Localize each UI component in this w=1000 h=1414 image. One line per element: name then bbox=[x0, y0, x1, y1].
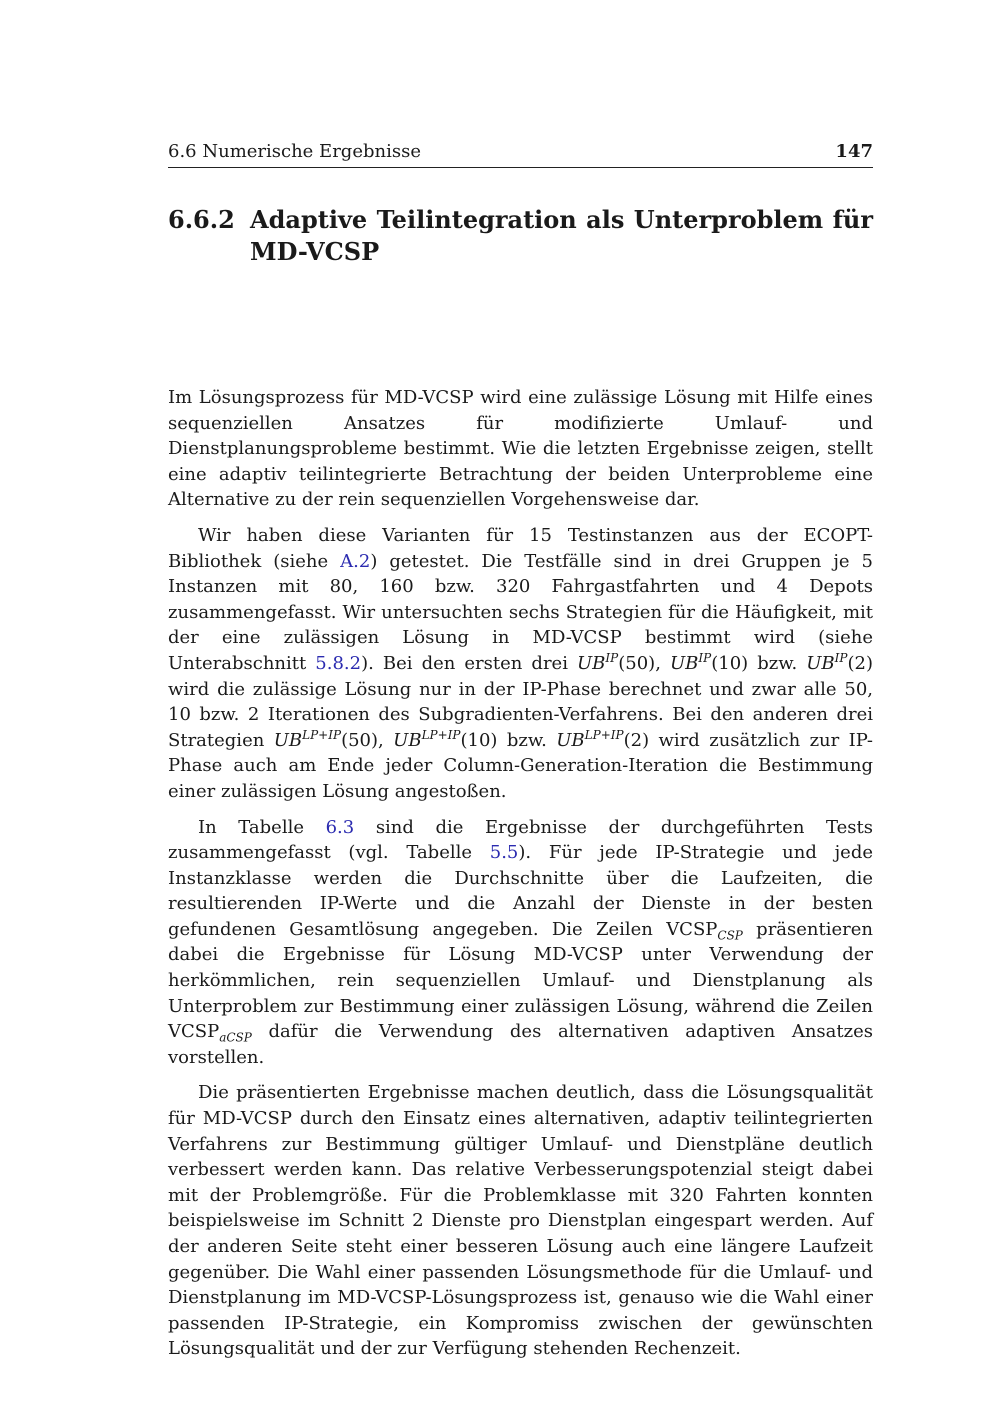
math-ub-lpip-2: $UB^{LP+IP}$ bbox=[556, 727, 624, 751]
math-ub-lpip-10: $UB^{LP+IP}$ bbox=[393, 727, 461, 751]
body-text bbox=[168, 385, 873, 1372]
paragraph-1: Im Lösungsprozess für MD-VCSP wird eine zulässige Lösung mit Hilfe eines sequenziellen Ansatzes für modifizierte Umlauf- und Dienstplanungsprobleme bestimmt. Wie die letzten Ergebnisse zeigen, stellt eine adaptiv teilintegrierte Betrachtung der beiden Unterprobleme eine Alternative zu der rein sequenziellen Vorgehensweise dar. bbox=[168, 387, 873, 511]
table-link-5-5[interactable]: 5.5 bbox=[489, 842, 519, 864]
paragraph-2: Wir haben diese Varianten für 15 Testinstanzen aus der ECOPT-Bibliothek (siehe A.2) getestet. Die Testfälle sind in drei Gruppen je 5 Instanzen mit 80, 160 bzw. 320 Fahrgastfahrten und 4 Depots zusammengefasst. Wir untersuchten sechs Strategien für die Häufigkeit, mit der eine zulässigen Lösung in MD-VCSP bestimmt wird (siehe Unterabschnitt 5.8.2). Bei den ersten drei $UB^{IP}(50)$, $UB^{IP}(10)$ bzw. $UB^{IP}(2)$ wird die zulässige Lösung nur in der IP-Phase berechnet und zwar alle 50, 10 bzw. 2 Iterationen des Subgradienten-Verfahrens. Bei den anderen drei Strategien $UB^{LP+IP}(50)$, $UB^{LP+IP}(10)$ bzw. $UB^{LP+IP}(2)$ wird zusätzlich zur IP-Phase auch am Ende jeder Column-Generation-Iteration die Bestimmung einer zulässigen Lösung angestoßen. bbox=[168, 524, 873, 802]
header-section-title: 6.6 Numerische Ergebnisse bbox=[168, 141, 421, 162]
vcsp-acsp: $VCSP_{aCSP}$ bbox=[168, 1021, 252, 1045]
vcsp-csp: $VCSP_{CSP}$ bbox=[666, 918, 743, 943]
subsection-link[interactable]: 5.8.2 bbox=[315, 652, 362, 674]
math-ub-ip-50: $UB^{IP}$ bbox=[577, 650, 619, 674]
paragraph-4: Die präsentierten Ergebnisse machen deutlich, dass die Lösungsqualität für MD-VCSP durch den Einsatz eines alternativen, adaptiv teilintegrierten Verfahrens zur Bestimmung gültiger Umlauf- und Dienstpläne deutlich verbessert werden kann. Das relative Verbesserungspotenzial steigt dabei mit der Problemgröße. Für die Problemklasse mit 320 Fahrten konnten beispielsweise im Schnitt 2 Dienste pro Dienstplan eingespart werden. Auf der anderen Seite steht einer besseren Lösung auch eine längere Laufzeit gegenüber. Die Wahl einer passenden Lösungsmethode für die Umlauf- und Dienstplanung im MD-VCSP-Lösungsprozess ist, genauso wie die Wahl einer passenden IP-Strategie, ein Kompromiss zwischen der gewünschten Lösungsqualität und der zur Verfügung stehenden Rechenzeit. bbox=[168, 1082, 873, 1360]
page-number: 147 bbox=[835, 141, 873, 162]
section-title: Adaptive Teilintegration als Unterproblem für MD-VCSP bbox=[250, 205, 873, 266]
math-ub-lpip-50: $UB^{LP+IP}$ bbox=[273, 727, 342, 751]
appendix-link[interactable]: A.2 bbox=[340, 550, 371, 572]
math-ub-ip-2: $UB^{IP}$ bbox=[806, 650, 848, 674]
math-ub-ip-10: $UB^{IP}$ bbox=[669, 650, 712, 674]
section-number: 6.6.2 bbox=[168, 205, 235, 234]
running-header bbox=[168, 141, 873, 168]
table-link-6-3[interactable]: 6.3 bbox=[325, 816, 355, 838]
paragraph-3: In Tabelle 6.3 sind die Ergebnisse der durchgeführten Tests zusammengefasst (vgl. Tabelle 5.5). Für jede IP-Strategie und jede Instanzklasse werden die Durchschnitte über die Laufzeiten, die resultierenden IP-Werte und die Anzahl der Dienste in der besten gefundenen Gesamtlösung angegeben. Die Zeilen $VCSP_{CSP}$ präsentieren dabei die Ergebnisse für Lösung MD-VCSP unter Verwendung der herkömmlichen, rein sequenziellen Umlauf- und Dienstplanung als Unterproblem zur Bestimmung einer zulässigen Lösung, während die Zeilen $VCSP_{aCSP}$ dafür die Verwendung des alternativen adaptiven Ansatzes vorstellen. bbox=[168, 816, 873, 1068]
